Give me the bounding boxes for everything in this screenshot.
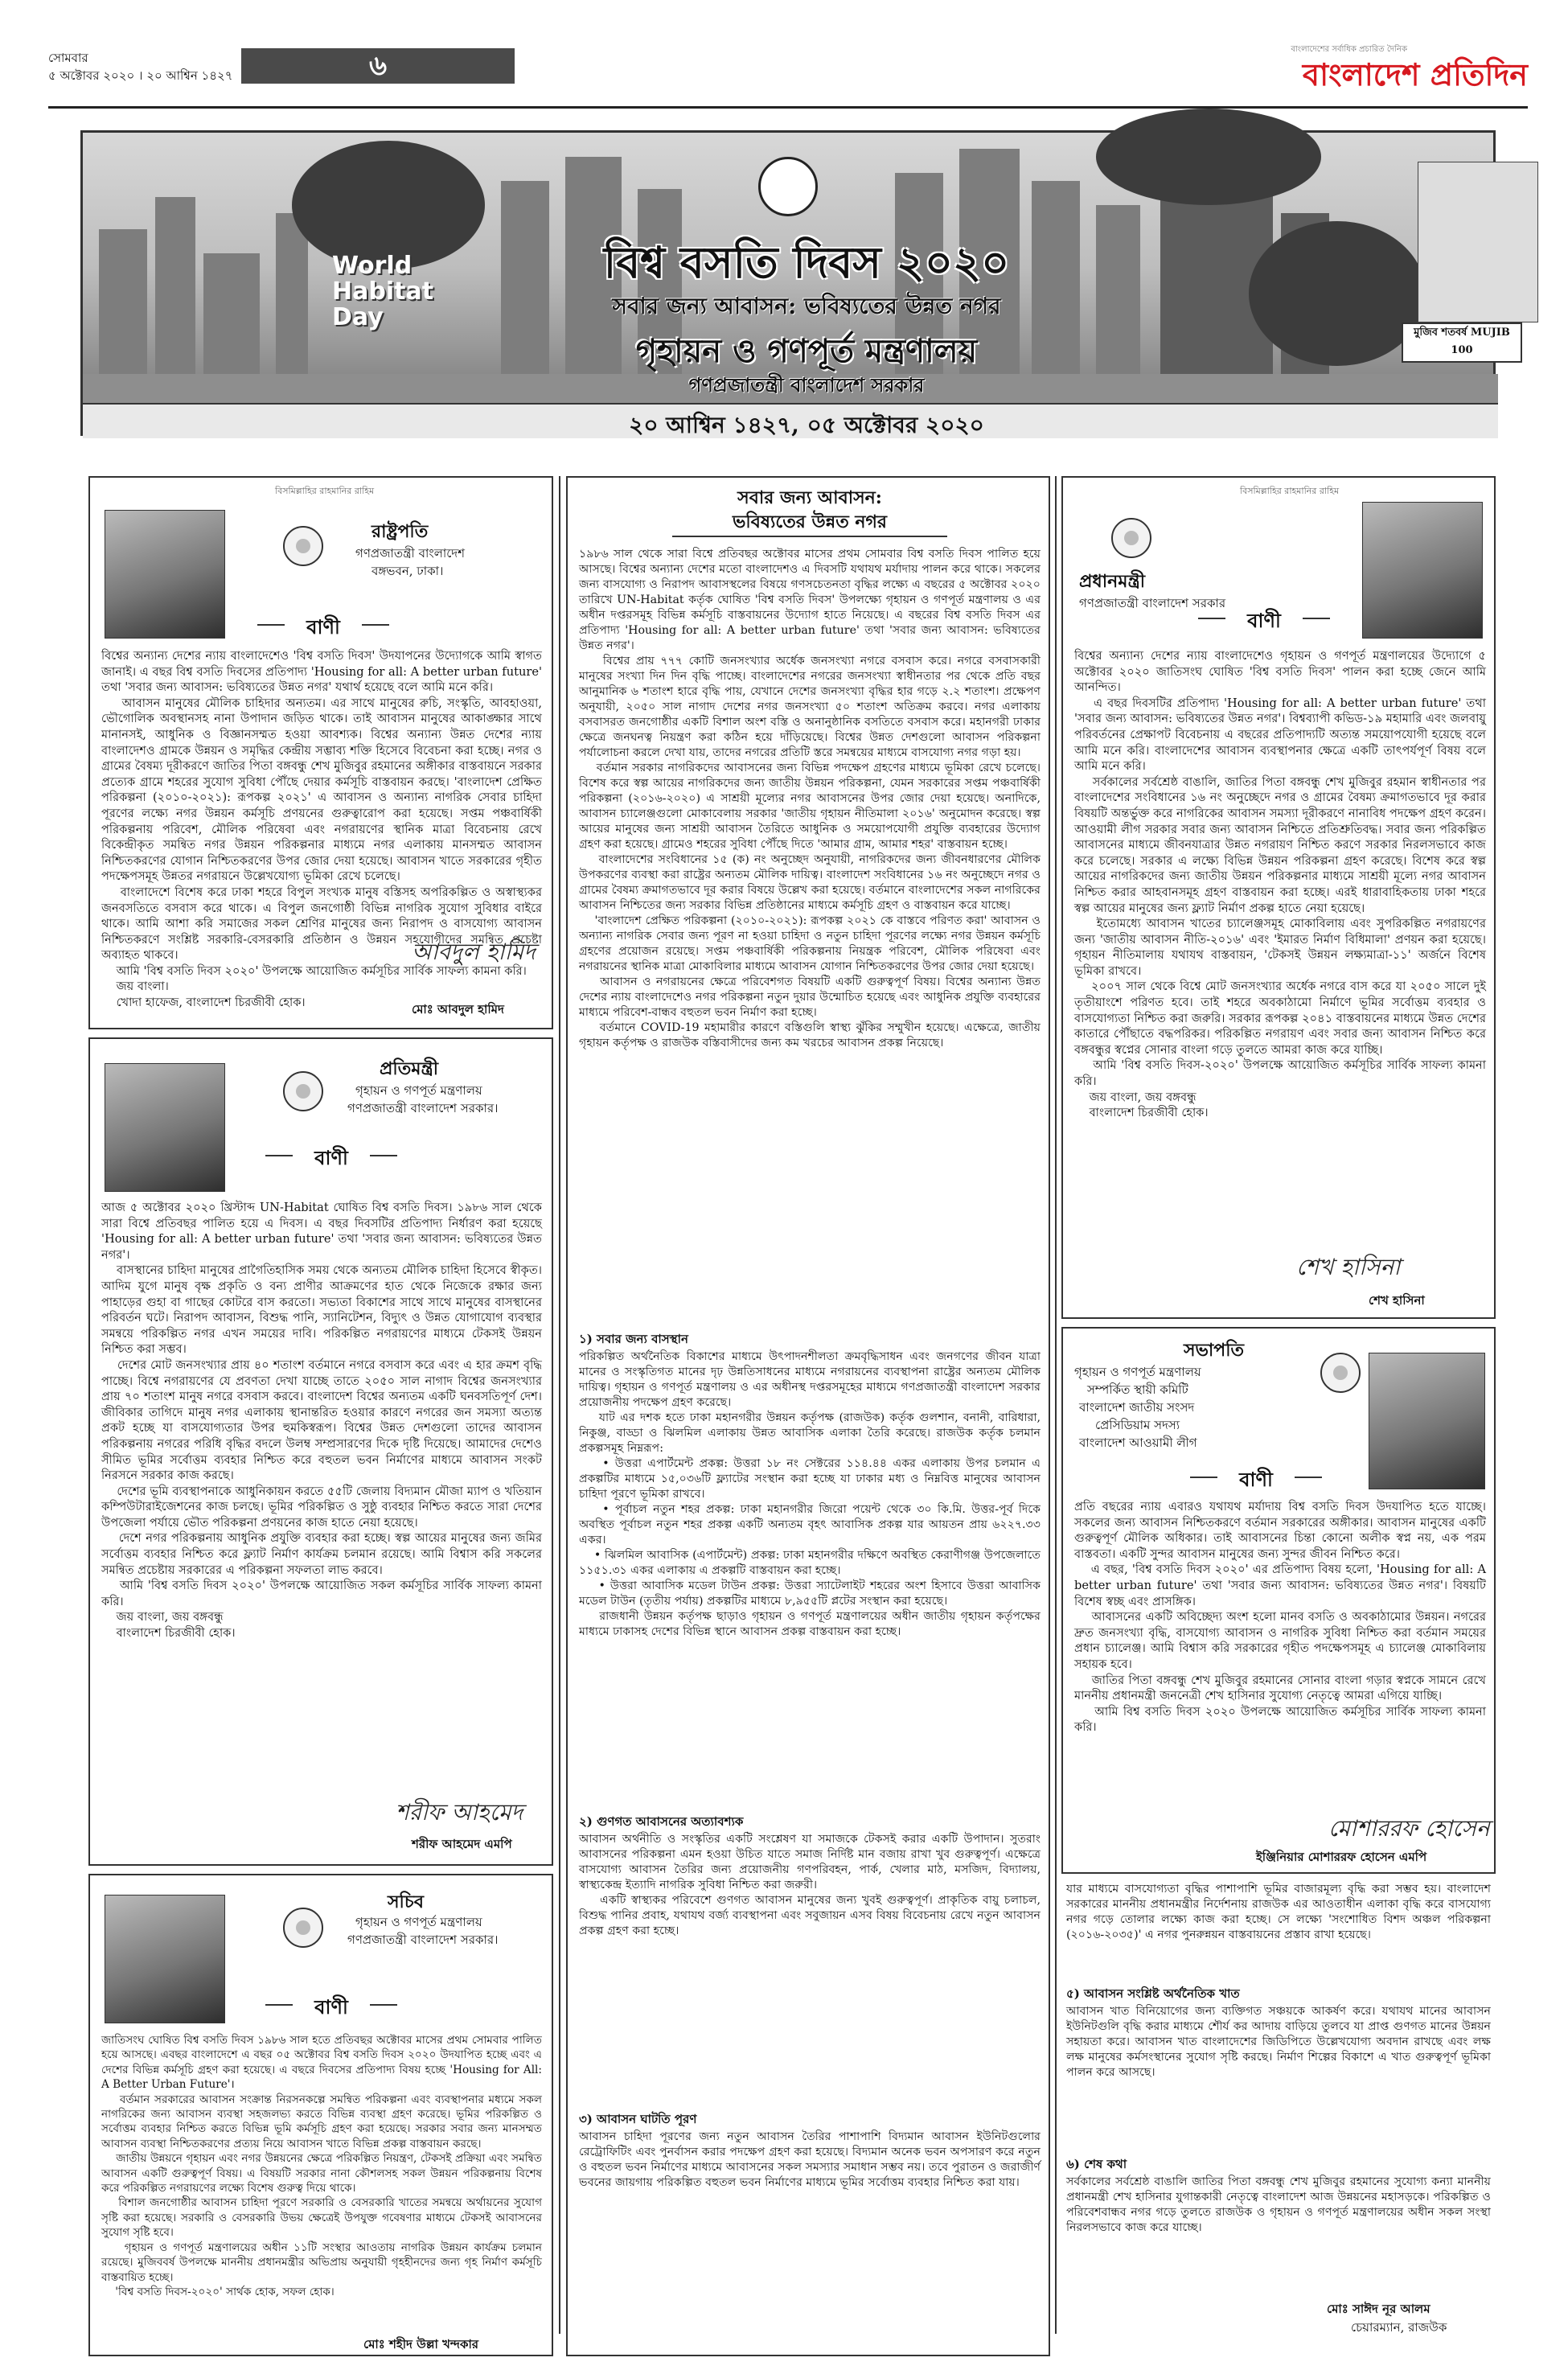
bani-label: বাণী: [1232, 606, 1296, 639]
column-rule: [1055, 476, 1057, 2334]
masthead-day: সোমবার: [48, 51, 88, 65]
message-subtitle: প্রেসিডিয়াম সদস্য: [1095, 1418, 1180, 1432]
bani-label: বাণী: [299, 1144, 363, 1176]
message-subtitle: গৃহায়ন ও গণপূর্ত মন্ত্রণালয়: [1074, 1365, 1201, 1379]
message-subtitle: গণপ্রজাতন্ত্রী বাংলাদেশ সরকার।: [347, 1101, 499, 1115]
bismillah: বিসমিল্লাহির রাহমানির রাহিম: [275, 486, 375, 496]
masthead-tagline: বাংলাদেশের সর্বাধিক প্রচারিত দৈনিক: [1291, 45, 1407, 54]
parliament-emblem-icon: [1320, 1353, 1361, 1393]
prime-minister-message: [1061, 476, 1496, 1319]
message-subtitle: বঙ্গভবন, ঢাকা।: [371, 564, 444, 578]
bani-label: বাণী: [291, 613, 355, 645]
message-subtitle: গৃহায়ন ও গণপূর্ত মন্ত্রণালয়: [355, 1083, 482, 1098]
article-title: ভবিষ্যতের উন্নত নগর: [732, 511, 888, 532]
message-subtitle: গণপ্রজাতন্ত্রী বাংলাদেশ: [355, 546, 466, 561]
masthead-date: ৫ অক্টোবর ২০২০ । ২০ আশ্বিন ১৪২৭: [48, 68, 233, 83]
message-title: সভাপতি: [1184, 1340, 1245, 1361]
mujib-centenary-logo: মুজিব শতবর্ষ MUJIB 100: [1402, 322, 1522, 363]
state-minister-photo: [105, 1063, 225, 1192]
bani-label: বাণী: [299, 1993, 363, 2025]
section-heading: ৬) শেষ কথা: [1066, 2157, 1127, 2171]
message-subtitle: গণপ্রজাতন্ত্রী বাংলাদেশ সরকার।: [347, 1932, 499, 1947]
author-title: চেয়ারম্যান, রাজউক: [1351, 2320, 1447, 2335]
banner-title: বিশ্ব বসতি দিবস ২০২০: [603, 236, 1010, 288]
bani-label: বাণী: [1224, 1465, 1288, 1497]
banner-ministry: গৃহায়ন ও গণপূর্ত মন্ত্রণালয়: [635, 332, 978, 370]
section-heading: ১) সবার জন্য বাসস্থান: [579, 1332, 688, 1346]
page-number: ৬: [241, 48, 515, 84]
author-name: মোঃ সাঈদ নূর আলম: [1327, 2302, 1430, 2316]
message-title: প্রধানমন্ত্রী: [1079, 571, 1146, 592]
section-heading: ৩) আবাসন ঘাটতি পূরণ: [579, 2112, 697, 2126]
article-continuation: [1061, 1882, 1496, 2356]
signatory-name: মোঃ শহীদ উল্লা খন্দকার: [363, 2337, 479, 2351]
message-subtitle: গণপ্রজাতন্ত্রী বাংলাদেশ সরকার: [1079, 596, 1226, 610]
signatory-name: ইঞ্জিনিয়ার মোশাররফ হোসেন এমপি: [1256, 1850, 1427, 1864]
chairman-photo: [1369, 1353, 1485, 1489]
signatory-name: শরীফ আহমেদ এমপি: [412, 1837, 512, 1851]
government-emblem-icon: [283, 1908, 323, 1948]
section-body: পরিকল্পিত অর্থনৈতিক বিকাশের মাধ্যমে উৎপাদনশীলতা ক্রমবৃদ্ধিসাধন এবং জনগণের জীবন যাত্রা মানের ও সংস্কৃতিগত মানের দৃঢ় উন্নতিসাধনের মাধ্যমে নগরায়নের ব্যবস্থাপনা রাষ্ট্রের অন্যতম মৌলিক দায়িত্ব। গৃহায়ন ও গণপূর্ত মন্ত্রণালয় ও এর অধীনস্থ দপ্তরসমূহের মাধ্যমে গণপ্রজাতন্ত্রী বাংলাদেশ সরকার প্রয়োজনীয় পদক্ষেপ গ্রহণ করেছে। যাট এর দশক হতে ঢাকা মহানগরীর উন্নয়ন কর্তৃপক্ষ (রাজউক) কর্তৃক গুলশান, বনানী, বারিধারা, নিকুঞ্জ, বাড্ডা ও ঝিলমিল এলাকায় উন্নত আবাসিক এলাকা তৈরি করেছে। রাজউক কর্তৃক চলমান প্রকল্পসমূহ নিম্নরূপ: • উত্তরা এপার্টমেন্ট প্রকল্প: উত্তরা ১৮ নং সেক্টরের ১১৪.৪৪ একর এলাকায় উপর চলমান এ প্রকল্পটির মাধ্যমে ১৫,০৩৬টি ফ্ল্যাটের সংস্থান করা হচ্ছে যা ঢাকার মধ্য ও নিম্নবিত্ত মানুষের আবাসন চাহিদা পূরণে ভূমিকা রাখবে। • পূর্বাচল নতুন শহর প্রকল্প: ঢাকা মহানগরীর জিরো পয়েন্ট থেকে ৩০ কি.মি. উত্তর-পূর্ব দিকে অবস্থিত পূর্বাচল নতুন শহর প্রকল্প একটি অন্যতম বৃহৎ আবাসিক প্রকল্প যার আয়তন প্রায় ৬২২৭.৩৩ একর। • ঝিলমিল আবাসিক (এপার্টমেন্ট) প্রকল্প: ঢাকা মহানগরীর দক্ষিণে অবস্থিত কেরাণীগঞ্জ উপজেলাতে ১১৫১.৩১ একর এলাকায় এ প্রকল্পটি বাস্তবায়ন করা হচ্ছে। • উত্তরা আবাসিক মডেল টাউন প্রকল্প: উত্তরা স্যাটেলাইট শহরের অংশ হিসাবে উত্তরা আবাসিক মডেল টাউন (তৃতীয় পর্যায়) প্রকল্পটির মাধ্যমে ৮,৯৫৫টি প্লটের সংস্থান করা হয়েছে। রাজধানী উন্নয়ন কর্তৃপক্ষ ছাড়াও গৃহায়ন ও গণপূর্ত মন্ত্রণালয়ের অধীন জাতীয় গৃহায়ন কর্তৃপক্ষের মাধ্যমে ঢাকাসহ দেশের বিভিন্ন স্থানে আবাসন প্রকল্প বাস্তবায়ন করা হচ্ছে।: [579, 1350, 1041, 1638]
president-message: [88, 476, 553, 1029]
signature: শেখ হাসিনা: [1296, 1254, 1401, 1280]
signature: আবদুল হামিদ: [412, 939, 536, 965]
banner-date: ২০ আশ্বিন ১৪২৭, ০৫ অক্টোবর ২০২০: [629, 412, 984, 438]
secretary-message: [88, 1874, 553, 2356]
signatory-name: শেখ হাসিনা: [1369, 1293, 1425, 1308]
section-heading: ৫) আবাসন সংশ্লিষ্ট অর্থনৈতিক খাত: [1066, 1986, 1240, 2001]
signature: মোশাররফ হোসেন: [1328, 1815, 1490, 1842]
advertisement-banner: [80, 130, 1510, 438]
message-subtitle: বাংলাদেশ আওয়ামী লীগ: [1079, 1435, 1197, 1450]
government-emblem-icon: [283, 1071, 323, 1111]
feature-article: [566, 476, 1050, 2356]
bismillah: বিসমিল্লাহির রাহমানির রাহিম: [1240, 486, 1340, 496]
section-body: আবাসন অর্থনীতি ও সংস্কৃতির একটি সংশ্লেষণ যা সমাজকে টেকসই করার একটি উপাদান। সুতরাং আবাসনের পরিকল্পনা এমন হওয়া উচিত যাতে সমাজ নির্দিষ্ট মান বজায় রাখা খুব গুরুত্বপূর্ণ। এক্ষেত্রে বাসযোগ্য আবাসন তৈরির জন্য প্রয়োজনীয় গণপরিবহন, পার্ক, খেলার মাঠ, মসজিদ, বিদ্যালয়, স্বাস্থ্যকেন্দ্র ইত্যাদি নাগরিক সুবিধা নিশ্চিত করা জরুরী। একটি স্বাস্থ্যকর পরিবেশে গুণগত আবাসন মানুষের জন্য খুবই গুরুত্বপূর্ণ। প্রাকৃতিক বায়ু চলাচল, বিশুদ্ধ পানির প্রবাহ, যথাযথ বর্জ্য ব্যবস্থাপনা এবং সবুজায়ন এসব বিষয় বিবেচনায় রেখে নতুন আবাসন প্রকল্প গ্রহণ করা হচ্ছে।: [579, 1833, 1041, 1937]
banner-government: গণপ্রজাতন্ত্রী বাংলাদেশ সরকার: [688, 373, 925, 396]
signature: শরীফ আহমেদ: [396, 1799, 523, 1826]
article-intro: ১৯৮৬ সাল থেকে সারা বিশ্বে প্রতিবছর অক্টোবর মাসের প্রথম সোমবার বিশ্ব বসতি দিবস পালিত হয়ে আসছে। বিশ্বের অন্যান্য দেশের মতো বাংলাদেশও এ দিবসটি যথাযথ মর্যাদায় পালন করে থাকে। সকলের জন্য বাসযোগ্য ও নিরাপদ আবাসস্থলের বিষয়ে গণসচেতনতা বৃদ্ধির লক্ষ্যে এ বছরের ৫ অক্টোবর ২০২০ তারিখে UN-Habitat কর্তৃক ঘোষিত 'বিশ্ব বসতি দিবস' উপলক্ষ্যে গৃহায়ন ও গণপূর্ত মন্ত্রণালয় ও এর অধীন দপ্তরসমূহ বিভিন্ন কর্মসূচি বাস্তবায়নের উদ্যোগ হাতে নিয়েছে। এ বছরের বিশ্ব বসতি দিবস এর প্রতিপাদ্য 'Housing for all: A better urban future' তথা 'সবার জন্য আবাসন: ভবিষ্যতের উন্নত নগর'। বিশ্বের প্রায় ৭৭৭ কোটি জনসংখ্যার অর্ধেক জনসংখ্যা নগরে বসবাস করে। নগরে বসবাসকারী মানুষের সংখ্যা দিন দিন বৃদ্ধি পাচ্ছে। বাংলাদেশের নগরের জনসংখ্যা স্বাধীনতার পর থেকে প্রতি বছর আনুমানিক ৬ শতাংশ হারে বৃদ্ধি পায়, যেখানে দেশের জনসংখ্যা বৃদ্ধির হার গড়ে ২.২ শতাংশ। প্রক্ষেপণ অনুযায়ী, ২০৫০ সাল নাগাদ দেশের নগর জনসংখ্যা ৫০ শতাংশ অতিক্রম করবে। নগর এলাকায় বসবাসরত জনগোষ্ঠীর একটি বিশাল অংশ বস্তি ও অনানুষ্ঠানিক বসতিতে বসবাস করে। মহানগরী ঢাকার ক্ষেত্রে জনঘনত্ব নিয়ন্ত্রণ করা কঠিন হয়ে দাঁড়িয়েছে। বিশ্বের উন্নত দেশগুলো আবাসন পরিকল্পনা পর্যালোচনা করলে দেখা যায়, তাদের নগরের প্রতিটি স্তরে সমন্বয়ের মাধ্যমে বাসযোগ্য নগর গড়া হয়। বর্তমান সরকার নাগরিকদের আবাসনের জন্য বিভিন্ন পদক্ষেপ গ্রহণের মাধ্যমে ভূমিকা রেখে চলেছে। বিশেষ করে স্বল্প আয়ের নাগরিকদের জন্য জাতীয় উন্নয়ন পরিকল্পনা, যেমন সরকারের সপ্তম পঞ্চবার্ষিকী পরিকল্পনা (২০১৬-২০২০) এ সাশ্রয়ী মূল্যের নগর আবাসনের উপর জোর দেয়া হয়েছে। অনাদিকে, আবাসন চ্যালেঞ্জগুলো মোকাবেলায় সরকার 'জাতীয় গৃহায়ন নীতিমালা ২০১৬' অনুমোদন করেছে। স্বল্প আয়ের মানুষের জন্য সাশ্রয়ী আবাসন তৈরিতে আধুনিক ও সময়োপযোগী প্রযুক্তি ব্যবহারের উদ্যোগ গ্রহণ করা হয়েছে। গ্রামেও শহরের সুবিধা পৌঁছে দিতে 'আমার গ্রাম, আমার শহর' বাস্তবায়ন হচ্ছে। বাংলাদেশের সংবিধানের ১৫ (ক) নং অনুচ্ছেদ অনুযায়ী, নাগরিকদের জন্য জীবনধারণের মৌলিক উপকরণের ব্যবস্থা করা রাষ্ট্রের অন্যতম মৌলিক দায়িত্ব। বাংলাদেশ সংবিধানের ১৬ নং অনুচ্ছেদে নগর ও গ্রামের বৈষম্য ক্রমাগতভাবে দূর করার বিষয়ে উল্লেখ করা হয়েছে। বর্তমানে বাংলাদেশের সকল নাগরিকের আবাসন নিশ্চিতের জন্য সরকার বিভিন্ন প্রতিষ্ঠানের মাধ্যমে কর্মসূচি গ্রহণ ও বাস্তবায়ন করে যাচ্ছে। 'বাংলাদেশ প্রেক্ষিত পরিকল্পনা (২০১০-২০২১): রূপকল্প ২০২১ কে বাস্তবে পরিণত করা' আবাসন ও অন্যান্য নাগরিক সেবার জন্য পূরণ না হওয়া চাহিদা ও নতুন চাহিদা পূরণের লক্ষ্যে নগর উন্নয়ন কর্মসূচি গ্রহণের প্রয়োজন রয়েছে। সপ্তম পঞ্চবার্ষিকী পরিকল্পনায় নিয়ন্ত্রক পরিবেশ, মৌলিক পরিষেবা এবং নগরায়নের স্থানিক মাত্রা মোকাবিলার মাধ্যমে আবাসন যোগান নিশ্চিতকরণের উপর জোর দেয়া হয়েছে। আবাসন ও নগরায়নের ক্ষেত্রে পরিবেশগত বিষয়টি একটি গুরুত্বপূর্ণ বিষয়। বিশ্বের অন্যান্য উন্নত দেশের ন্যায় বাংলাদেশেও নগর পরিকল্পনা নতুন দুয়ার উন্মোচিত হয়েছে এবং আধুনিক প্রযুক্তি ব্যবহারের মাধ্যমে পরিবেশ-বান্ধব বহুতল ভবন নির্মাণ করা হচ্ছে। বর্তমানে COVID-19 মহামারীর কারণে বস্তিগুলি স্বাস্থ্য ঝুঁকির সম্মুখীন হয়েছে। এক্ষেত্রে, জাতীয় গৃহায়ন কর্তৃপক্ষ ও রাজউক বস্তিবাসীদের জন্য কম খরচের আবাসন প্রকল্প নিয়েছে।: [579, 548, 1041, 1049]
column-rule: [559, 476, 560, 2334]
message-subtitle: বাংলাদেশ জাতীয় সংসদ: [1079, 1400, 1195, 1415]
chairman-message: [1061, 1327, 1496, 1874]
message-body: প্রতি বছরের ন্যায় এবারও যথাযথ মর্যাদায় বিশ্ব বসতি দিবস উদযাপিত হতে যাচ্ছে। সকলের জন্য আবাসন নিশ্চিতকরণে বর্তমান সরকারের অঙ্গীকার। আবাসন মানুষের একটি গুরুত্বপূর্ণ মৌলিক অধিকার। তাই আবাসনের চিন্তা কোনো অলীক স্বপ্ন নয়, এক পরম বাস্তবতা। একটি সুন্দর আবাসন মানুষের জন্য সুন্দর জীবন নিশ্চিত করে। এ বছর, 'বিশ্ব বসতি দিবস ২০২০' এর প্রতিপাদ্য বিষয় হলো, 'Housing for all: A better urban future' তথা 'সবার জন্য আবাসন: ভবিষ্যতের উন্নত নগর'। বিষয়টি বিশেষ স্বচ্ছ এবং প্রাসঙ্গিক। আবাসনের একটি অবিচ্ছেদ্য অংশ হলো মানব বসতি ও অবকাঠামোর উন্নয়ন। নগরের দ্রুত জনসংখ্যা বৃদ্ধি, বাসযোগ্য আবাসন ও নাগরিক সুবিধা নিশ্চিত করা বর্তমান সময়ের প্রধান চ্যালেঞ্জ। আমি বিশ্বাস করি সরকারের গৃহীত পদক্ষেপসমূহ এ চ্যালেঞ্জ মোকাবিলায় সহায়ক হবে। জাতির পিতা বঙ্গবন্ধু শেখ মুজিবুর রহমানের সোনার বাংলা গড়ার স্বপ্নকে সামনে রেখে মাননীয় প্রধানমন্ত্রী জননেত্রী শেখ হাসিনার সুযোগ্য নেতৃত্বে আমরা এগিয়ে যাচ্ছি। আমি বিশ্ব বসতি দিবস ২০২০ উপলক্ষে আয়োজিত কর্মসূচির সার্বিক সাফল্য কামনা করি।: [1074, 1500, 1487, 1735]
government-emblem-icon: [1111, 518, 1151, 558]
message-title: সচিব: [388, 1891, 424, 1912]
masthead-rule: [48, 106, 1528, 109]
message-subtitle: সম্পর্কিত স্থায়ী কমিটি: [1087, 1382, 1188, 1397]
message-body: জাতিসংঘ ঘোষিত বিশ্ব বসতি দিবস ১৯৮৬ সাল হতে প্রতিবছর অক্টোবর মাসের প্রথম সোমবার পালিত হয়ে আসছে। এবছর বাংলাদেশে এ বছর ০৫ অক্টোবর বিশ্ব বসতি দিবস ২০২০ উদযাপিত হচ্ছে এবং এ দেশের বিভিন্ন কর্মসূচি গ্রহণ করা হয়েছে। এ বছরে দিবসের প্রতিপাদ্য বিষয় হচ্ছে 'Housing for All: A Better Urban Future'। বর্তমান সরকারের আবাসন সংক্রান্ত নিরসনকল্পে সমন্বিত পরিকল্পনা এবং ব্যবস্থাপনার মধ্যমে সকল নাগরিকের জন্য আবাসন ব্যবস্থা সহজলভ্য করতে বিভিন্ন ব্যবস্থা গ্রহণ করেছে। ভূমির পরিকল্পিত ও সর্বোত্তম ব্যবহার নিশ্চিত করতে বিভিন্ন ভূমি কর্মসূচি গ্রহণ করা হয়েছে। সরকার সবার জন্য মানসম্মত আবাসন ব্যবস্থা নিশ্চিতকরণের প্রত্যয় নিয়ে আবাসন খাতে বিভিন্ন প্রকল্প বাস্তবায়ন করছে। জাতীয় উন্নয়নে গৃহায়ন এবং নগর উন্নয়নের ক্ষেত্রে পরিকল্পিত নিয়ন্ত্রণ, টেকসই প্রক্রিয়া এবং সমন্বিত আবাসন একটি গুরুত্বপূর্ণ বিষয়। এ বিষয়টি সরকার নানা কৌশলসহ সকল উন্নয়ন পরিকল্পনায় বিশেষ করে পরিকল্পিত নগরায়ণের লক্ষ্যে বিশেষ গুরুত্ব দিয়ে থাকে। বিশাল জনগোষ্ঠীর আবাসন চাহিদা পূরণে সরকারি ও বেসরকারি খাতের সমন্বয়ে অর্থায়নের সুযোগ সৃষ্টি করা হয়েছে। সরকারি ও বেসরকারি উভয় ক্ষেত্রেই উপযুক্ত গবেষণার মাধ্যমে টেকসই আবাসনের সুযোগ সৃষ্টি হবে। গৃহায়ন ও গণপূর্ত মন্ত্রণালয়ের অধীন ১১টি সংস্থার আওতায় নাগরিক উন্নয়ন কার্যক্রম চলমান রয়েছে। মুজিববর্ষ উপলক্ষে মাননীয় প্রধানমন্ত্রীর অভিপ্রায় অনুযায়ী গৃহহীনদের জন্য গৃহ নির্মাণ কর্মসূচি বাস্তবায়িত হচ্ছে। 'বিশ্ব বসতি দিবস-২০২০' সার্থক হোক, সফল হোক।: [101, 2034, 542, 2298]
prime-minister-photo: [1362, 502, 1483, 639]
president-photo: [105, 510, 225, 639]
bangabandhu-portrait: [1418, 162, 1538, 322]
government-emblem-icon: [283, 526, 323, 566]
section-body: আবাসন খাত বিনিয়োগের জন্য ব্যক্তিগত সঞ্চয়কে আকর্ষণ করে। যথাযথ মানের আবাসন ইউনিটগুলি বৃদ্ধি করার মাধ্যমে শৌর্য কর আদায় বাড়িয়ে তুলবে যা প্রাপ্ত গুণগত মানের উন্নয়ন সহায়তা করে। আবাসন খাত বাংলাদেশের জিডিপিতে উল্লেখযোগ্য অবদান রাখছে এবং লক্ষ লক্ষ মানুষের কর্মসংস্থানের সুযোগ সৃষ্টি করছে। নির্মাণ শিল্পের বিকাশে এ খাত গুরুত্বপূর্ণ ভূমিকা পালন করে আসছে।: [1066, 2005, 1495, 2079]
secretary-photo: [105, 1895, 225, 2023]
signatory-name: মোঃ আবদুল হামিদ: [412, 1002, 504, 1017]
newspaper-logo: বাংলাদেশ প্রতিদিন: [1302, 56, 1528, 92]
message-title: রাষ্ট্রপতি: [371, 521, 429, 542]
message-body: আজ ৫ অক্টোবর ২০২০ খ্রিস্টাব্দ UN-Habitat ঘোষিত বিশ্ব বসতি দিবস। ১৯৮৬ সাল থেকে সারা বিশ্বে প্রতিবছর পালিত হয়ে এ দিবস। এ বছর দিবসটির প্রতিপাদ্য নির্ধারণ করা হয়েছে 'Housing for all: A better urban future' তথা 'সবার জন্য আবাসন: ভবিষ্যতের উন্নত নগর'। বাসস্থানের চাহিদা মানুষের প্রাগৈতিহাসিক সময় থেকে অন্যতম মৌলিক চাহিদা হিসেবে স্বীকৃত। আদিম যুগে মানুষ বৃক্ষ প্রকৃতি ও বন্য প্রাণীর আক্রমণের হাত থেকে নিজেকে রক্ষার জন্য পাহাড়ের গুহা বা গাছের কোটরে বাস করতো। সভ্যতা বিকাশের সাথে সাথে মানুষের বাসস্থানের পরিবর্তন ঘটে। নিরাপদ আবাসন, বিশুদ্ধ পানি, স্যানিটেশন, বিদ্যুৎ ও উন্নত যোগাযোগ ব্যবস্থার সমন্বয়ে পরিকল্পিত নগর এখন সময়ের দাবি। পরিকল্পিত নগরায়ণের মাধ্যমে টেকসই উন্নয়ন নিশ্চিত করা সম্ভব। দেশের মোট জনসংখ্যার প্রায় ৪০ শতাংশ বর্তমানে নগরে বসবাস করে এবং এ হার ক্রমশ বৃদ্ধি পাচ্ছে। বিশ্বে নগরায়ণের যে প্রবণতা দেখা যাচ্ছে তাতে ২০৫০ সাল নাগাদ বিশ্বের জনসংখ্যার প্রায় ৭০ শতাংশ মানুষ নগরে বসবাস করবে। বাংলাদেশ বিশ্বের অন্যতম একটি ঘনবসতিপূর্ণ দেশ। জীবিকার তাগিদে মানুষ নগর এলাকায় স্থানান্তরিত হওয়ার কারণে নগরের জন সমস্যা অত্যন্ত প্রকট হচ্ছে যা বাসযোগ্যতার উপর হুমকিস্বরূপ। বিশ্বের উন্নত দেশগুলো তাদের আবাসন পরিকল্পনায় নগরের পরিধি বৃদ্ধির বদলে উলম্ব সম্প্রসারণের দিকে দৃষ্টি দিয়েছে। আমাদের দেশেও সীমিত ভূমির সর্বোত্তম ব্যবহার নিশ্চিত করে বহুতল ভবন নির্মাণের মাধ্যমে আবাসন সংকট নিরসনে সরকার কাজ করছে। দেশের ভূমি ব্যবস্থাপনাকে আধুনিকায়ন করতে ৫৫টি জেলায় বিদ্যমান মৌজা ম্যাপ ও খতিয়ান কম্পিউটারাইজেশনের কাজ চলছে। ভূমির পরিকল্পিত ও সুষ্ঠু ব্যবহার নিশ্চিত করতে সারা দেশের উপজেলা পর্যায়ে ভৌত পরিকল্পনা প্রণয়নের কাজ হাতে নেয়া হয়েছে। দেশে নগর পরিকল্পনায় আধুনিক প্রযুক্তি ব্যবহার করা হচ্ছে। স্বল্প আয়ের মানুষের জন্য জমির সর্বোত্তম ব্যবহার নিশ্চিত করে ফ্ল্যাট নির্মাণ কার্যক্রম চলমান রয়েছে। আমি বিশ্বাস করি সকলের সমন্বিত প্রচেষ্টায় সরকারের এ পরিকল্পনা সফলতা লাভ করবে। আমি 'বিশ্ব বসতি দিবস ২০২০' উপলক্ষে আয়োজিত সকল কর্মসূচির সার্বিক সাফল্য কামনা করি। জয় বাংলা, জয় বঙ্গবন্ধু বাংলাদেশ চিরজীবী হোক।: [101, 1201, 543, 1641]
article-title: সবার জন্য আবাসন:: [737, 487, 882, 508]
section-heading: ২) গুণগত আবাসনের অত্যাবশ্যক: [579, 1814, 744, 1829]
banner-subtitle: সবার জন্য আবাসন: ভবিষ্যতের উন্নত নগর: [612, 293, 1001, 319]
world-habitat-day-logo: World Habitat Day: [332, 252, 434, 331]
section-body: আবাসন চাহিদা পূরণের জন্য নতুন আবাসন তৈরির পাশাপাশি বিদ্যমান আবাসন ইউনিটগুলোর রেট্রোফিটিং এবং পুনর্বাসন করার পদক্ষেপ গ্রহণ করা হয়েছে। বিদ্যমান অনেক ভবন অপসারণ করে নতুন ও বহুতল ভবন নির্মাণের মাধ্যমে আবাসনের সকল সমস্যার সমাধান সম্ভব নয়। তবে পুরাতন ও জরাজীর্ণ ভবনের জায়গায় পরিকল্পিত বহুতল ভবন নির্মাণের মাধ্যমে ভূমির সর্বোত্তম ব্যবহার নিশ্চিত করা যায়।: [579, 2130, 1045, 2189]
message-body: বিশ্বের অন্যান্য দেশের ন্যায় বাংলাদেশেও 'বিশ্ব বসতি দিবস' উদযাপনের উদ্যোগকে আমি স্বাগত জানাই। এ বছর বিশ্ব বসতি দিবসের প্রতিপাদ্য 'Housing for all: A better urban future' তথা 'সবার জন্য আবাসন: ভবিষ্যতের উন্নত নগর' যথার্থ হয়েছে বলে আমি মনে করি। আবাসন মানুষের মৌলিক চাহিদার অন্যতম। এর সাথে মানুষের রুচি, সংস্কৃতি, আবহাওয়া, ভৌগোলিক অবস্থানসহ নানা উপাদান জড়িত থাকে। তাই আবাসন মানুষের আকাঙ্ক্ষার সাথে মানানসই, আধুনিক ও বিজ্ঞানসম্মত হওয়া আবশ্যক। বিশ্বের অন্যান্য উন্নত দেশের ন্যায় বাংলাদেশও গ্রামকে উন্নয়ন ও সমৃদ্ধির কেন্দ্রীয় সম্ভাব্য শক্তি হিসেবে বিবেচনা করা হচ্ছে। নগর ও গ্রামের বৈষম্য দূরীকরণে জাতির পিতা বঙ্গবন্ধু শেখ মুজিবুর রহমানের অঙ্গীকার বাস্তবায়নে সরকার প্রত্যেক গ্রামে শহরের সুযোগ সুবিধা পৌঁছে দেয়ার কর্মসূচি বাস্তবায়ন করছে। 'বাংলাদেশ প্রেক্ষিত পরিকল্পনা (২০১০-২০২১): রূপকল্প ২০২১' এ আবাসন ও অন্যান্য নাগরিক সেবার চাহিদা পূরণের লক্ষ্যে নগর উন্নয়ন কর্মসূচি প্রণয়নের গুরুত্বারোপ করা হয়েছে। সপ্তম পঞ্চবার্ষিকী পরিকল্পনায় পরিবেশ, মৌলিক পরিষেবা এবং নগরায়ণের স্থানিক মাত্রা বিবেচনায় রেখে বিকেন্দ্রীকৃত সমন্বিত নগর উন্নয়ন পরিকল্পনার মাধ্যমে নগর এলাকায় মানসম্মত আবাসন নিশ্চিতকরণের যোগান নিশ্চিতকরণের উপর জোর দেয়া হয়েছে। আবাসন খাতে সরকারের গৃহীত পদক্ষেপসমূহ উন্নতর নগরায়নে উল্লেখযোগ্য ভূমিকা রেখে চলেছে। বাংলাদেশে বিশেষ করে ঢাকা শহরে বিপুল সংখ্যক মানুষ বস্তিসহ অপরিকল্পিত ও অস্বাস্থ্যকর জনবসতিতে বসবাস করে থাকে। এ বিপুল জনগোষ্ঠী বিভিন্ন নাগরিক সুযোগ সুবিধার বাইরে থাকে। আমি আশা করি সমাজের সকল শ্রেণির মানুষের জন্য নিরাপদ ও বাসযোগ্য আবাসন নিশ্চিতকরণে সংশ্লিষ্ট সরকারি-বেসরকারি প্রতিষ্ঠান ও উন্নয়ন সহযোগীদের সমন্বিত প্রচেষ্টা অব্যাহত থাকবে। আমি 'বিশ্ব বসতি দিবস ২০২০' উপলক্ষে আয়োজিত কর্মসূচির সার্বিক সাফল্য কামনা করি। জয় বাংলা। খোদা হাফেজ, বাংলাদেশ চিরজীবী হোক।: [101, 649, 542, 1010]
article-body: যার মাধ্যমে বাসযোগ্যতা বৃদ্ধির পাশাপাশি ভূমির বাজারমূল্য বৃদ্ধি করা সম্ভব হয়। বাংলাদেশ সরকারের মাননীয় প্রধানমন্ত্রীর নির্দেশনায় রাজউক এর আওতাধীন এলাকা বৃদ্ধি করে বাসযোগ্য নগর গড়ে তোলার লক্ষ্যে কাজ করা হচ্ছে। সে লক্ষ্যে 'সংশোধিত বিশদ অঞ্চল পরিকল্পনা (২০১৬-২০৩৫)' এ নগর পুনরুন্নয়ন বাস্তবায়নের প্রস্তাব রাখা হয়েছে।: [1066, 1883, 1495, 1941]
title-rule: [672, 536, 947, 537]
message-title: প্রতিমন্ত্রী: [380, 1058, 439, 1079]
message-subtitle: গৃহায়ন ও গণপূর্ত মন্ত্রণালয়: [355, 1915, 482, 1929]
state-minister-message: [88, 1037, 553, 1866]
government-emblem-icon: [758, 157, 818, 216]
section-body: সর্বকালের সর্বশ্রেষ্ঠ বাঙালি জাতির পিতা বঙ্গবন্ধু শেখ মুজিবুর রহমানের সুযোগ্য কন্যা মাননীয় প্রধানমন্ত্রী শেখ হাসিনার যুগান্তকারী নেতৃত্বে বাংলাদেশ আজ উন্নয়নের মহাসড়কে। পরিকল্পিত ও পরিবেশবান্ধব নগর গড়ে তুলতে রাজউক ও গৃহায়ন ও গণপূর্ত মন্ত্রণালয়ের অধীন সকল সংস্থা নিরলসভাবে কাজ করে যাচ্ছে।: [1066, 2175, 1495, 2234]
masthead: [48, 45, 1528, 113]
message-body: বিশ্বের অন্যান্য দেশের ন্যায় বাংলাদেশেও গৃহায়ন ও গণপূর্ত মন্ত্রণালয়ের উদ্যোগে ৫ অক্টোবর ২০২০ জাতিসংঘ ঘোষিত 'বিশ্ব বসতি দিবস' পালন করা হচ্ছে জেনে আমি আনন্দিত। এ বছর দিবসটির প্রতিপাদ্য 'Housing for all: A better urban future' তথা 'সবার জন্য আবাসন: ভবিষ্যতের উন্নত নগর'। বিশ্বব্যাপী কভিড-১৯ মহামারি এবং জলবায়ু পরিবর্তনের প্রেক্ষাপট বিবেচনায় এ বছরের প্রতিপাদ্যটি অত্যন্ত সময়োপযোগী হয়েছে বলে আমি মনে করি। বাংলাদেশের আবাসন ব্যবস্থাপনার ক্ষেত্রে একটি তাৎপর্যপূর্ণ বিষয় বলে আমি মনে করি। সর্বকালের সর্বশ্রেষ্ঠ বাঙালি, জাতির পিতা বঙ্গবন্ধু শেখ মুজিবুর রহমান স্বাধীনতার পর বাংলাদেশের সংবিধানের ১৬ নং অনুচ্ছেদে নগর ও গ্রামের বৈষম্য ক্রমাগতভাবে দূর করার বিষয়টি অন্তর্ভুক্ত করে নাগরিকের আবাসন সমস্যা দূরীকরণে নানাবিধ পদক্ষেপ গ্রহণ করেন। আওয়ামী লীগ সরকার সবার জন্য আবাসন নিশ্চিতে প্রতিশ্রুতিবদ্ধ। সবার জন্য পরিকল্পিত আবাসনের মাধ্যমে জীবনযাত্রার উন্নত নগরায়ণ নিশ্চিত করণে সরকার নিরলসভাবে কাজ করে চলেছে। সরকার এ লক্ষ্যে বিভিন্ন উন্নয়ন পরিকল্পনা গ্রহণ করেছে। বিশেষ করে স্বল্প আয়ের নাগরিকদের জন্য জাতীয় উন্নয়ন পরিকল্পনার মাধ্যমে সাশ্রয়ী মূল্যে নগর আবাসন নিশ্চিত করার আহবানসমূহ গ্রহণ বাস্তবায়ন করা হচ্ছে। এরই ধারাবাহিকতায় ঢাকা শহরে স্বল্প আয়ের মানুষের জন্য ফ্ল্যাট নির্মাণ প্রকল্প হাতে নেয়া হয়েছে। ইতোমধ্যে আবাসন খাতের চ্যালেঞ্জসমূহ মোকাবিলায় এবং সুপরিকল্পিত নগরায়ণের জন্য 'জাতীয় আবাসন নীতি-২০১৬' এবং 'ইমারত নির্মাণ বিধিমালা' প্রণয়ন করা হয়েছে। গৃহায়ন নীতিমালায় যথাযথ বাস্তবায়ন, 'টেকসই উন্নয়ন লক্ষ্যমাত্রা-১১' অর্জনে বিশেষ ভূমিকা রাখবে। ২০০৭ সাল থেকে বিশ্বে মোট জনসংখ্যার অর্ধেক নগরে বাস করে যা ২০৫০ সালে দুই তৃতীয়াংশে পরিণত হবে। তাই শহরে অবকাঠামো নির্মাণে ভূমির সর্বোত্তম ব্যবহার ও বাসযোগ্যতা নিশ্চিত করা জরুরি। সরকার রূপকল্প ২০৪১ বাস্তবায়নের মাধ্যমে উন্নত দেশের কাতারে পৌঁছাতে বদ্ধপরিকর। পরিকল্পিত নগরায়ণ এবং সবার জন্য আবাসন নিশ্চিত করে বঙ্গবন্ধুর স্বপ্নের সোনার বাংলা গড়ে তুলতে আমরা কাজ করে যাচ্ছি। আমি 'বিশ্ব বসতি দিবস-২০২০' উপলক্ষে আয়োজিত কর্মসূচির সার্বিক সাফল্য কামনা করি। জয় বাংলা, জয় বঙ্গবন্ধু বাংলাদেশ চিরজীবী হোক।: [1074, 649, 1487, 1120]
